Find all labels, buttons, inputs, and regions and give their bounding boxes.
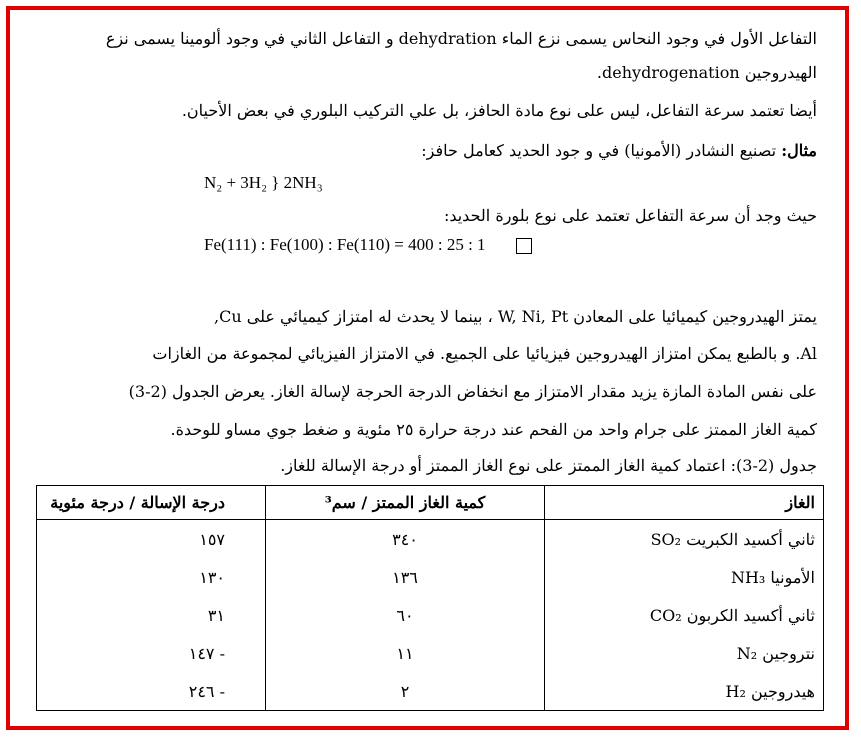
table-caption: جدول (2-3): اعتماد كمية الغاز الممتز على نوع الغاز الممتز أو درجة الإسالة للغاز. [280,456,817,475]
cell-amount: ٣٤٠ [266,520,545,559]
cell-gas: الأمونيا NH₃ [545,558,824,596]
cell-gas: نتروجين N₂ [545,634,824,672]
paragraph2-line4: كمية الغاز الممتز على جرام واحد من الفحم عند درجة حرارة ٢٥ مئوية و ضغط جوي مساو للوحدة. [170,420,817,439]
equation-iron-text: Fe(111) : Fe(100) : Fe(110) = 400 : 25 : 1 [204,235,486,254]
checkbox-square-icon [516,238,532,254]
cell-gas: هيدروجين H₂ [545,672,824,711]
table-row [37,520,824,559]
paragraph2-line3: على نفس المادة المازة يزيد مقدار الامتزاز مع انخفاض الدرجة الحرجة لإسالة الغاز. يعرض الجدول (2-3) [128,382,817,401]
paragraph2-line1: يمتز الهيدروجين كيميائيا على المعادن W, Ni, Pt ، بينما لا يحدث له امتزاز كيميائي على Cu, [214,307,817,326]
table-row [37,596,824,634]
equation-ammonia: N₂ + 3H₂ } 2NH₃ [204,173,323,192]
cell-liquefaction: - ١٤٧ [37,634,266,672]
header-liquefaction: درجة الإسالة / درجة مئوية [37,486,266,520]
paragraph1-line2: الهيدروجين dehydrogenation. [596,63,817,82]
gas-adsorption-table [36,485,824,711]
paragraph1-line3: أيضا تعتمد سرعة التفاعل، ليس على نوع مادة الحافز، بل علي التركيب البلوري في بعض الأحيان. [181,101,817,120]
cell-liquefaction: ١٣٠ [37,558,266,596]
table-header-row [37,486,824,520]
paragraph2-line2: Al. و بالطبع يمكن امتزاز الهيدروجين فيزيائيا على الجميع. في الامتزاز الفيزيائي لمجموعة من الغازات [152,344,817,363]
cell-gas: ثاني أكسيد الكبريت SO₂ [545,520,824,559]
cell-amount: ٦٠ [266,596,545,634]
table-row [37,558,824,596]
table-row [37,672,824,711]
equation-iron [204,234,532,256]
header-gas: الغاز [545,486,824,520]
paragraph1-line5: حيث وجد أن سرعة التفاعل تعتمد على نوع بلورة الحديد: [443,206,817,225]
example-label: مثال: [781,141,817,160]
cell-amount: ٢ [266,672,545,711]
cell-amount: ١٣٦ [266,558,545,596]
cell-amount: ١١ [266,634,545,672]
cell-liquefaction: ٣١ [37,596,266,634]
cell-liquefaction: ١٥٧ [37,520,266,559]
header-amount: كمية الغاز الممتز / سم³ [266,486,545,520]
paragraph1-line1: التفاعل الأول في وجود النحاس يسمى نزع الماء dehydration و التفاعل الثاني في وجود ألومينا يسمى نزع [105,29,817,48]
cell-liquefaction: - ٢٤٦ [37,672,266,711]
cell-gas: ثاني أكسيد الكربون CO₂ [545,596,824,634]
example-line [421,140,817,162]
table-row [37,634,824,672]
example-text: تصنيع النشادر (الأمونيا) في و جود الحديد كعامل حافز: [421,141,777,160]
